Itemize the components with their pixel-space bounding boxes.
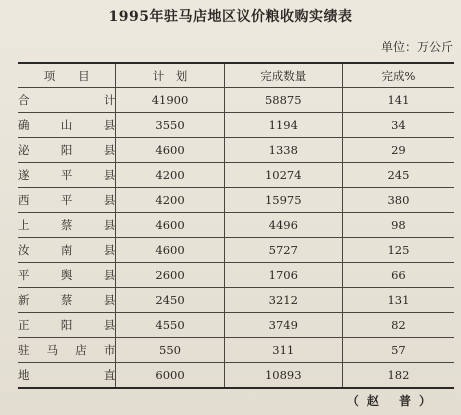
row-completed: 1194	[224, 113, 342, 138]
row-rate: 131	[342, 288, 454, 313]
row-rate: 245	[342, 163, 454, 188]
header-completion-rate: 完成%	[342, 63, 454, 88]
row-rate: 34	[342, 113, 454, 138]
table-header-row	[18, 63, 454, 88]
table-row	[18, 263, 454, 288]
row-plan: 4200	[116, 163, 224, 188]
header-item: 项 目	[18, 63, 116, 88]
table-row	[18, 238, 454, 263]
row-name: 泌阳县	[18, 138, 116, 163]
table-row	[18, 313, 454, 338]
row-name: 合 计	[18, 88, 116, 113]
table-row	[18, 213, 454, 238]
row-completed: 5727	[224, 238, 342, 263]
table-row	[18, 163, 454, 188]
row-rate: 98	[342, 213, 454, 238]
table-row	[18, 288, 454, 313]
row-plan: 4600	[116, 213, 224, 238]
row-plan: 4200	[116, 188, 224, 213]
row-completed: 3212	[224, 288, 342, 313]
table-row-total	[18, 88, 454, 113]
row-completed: 1706	[224, 263, 342, 288]
table-row	[18, 138, 454, 163]
row-name: 汝南县	[18, 238, 116, 263]
unit-label: 单位：万公斤	[380, 40, 453, 54]
row-rate: 29	[342, 138, 454, 163]
row-name: 驻马店市	[18, 338, 116, 363]
row-rate: 66	[342, 263, 454, 288]
row-name: 正阳县	[18, 313, 116, 338]
row-plan: 41900	[116, 88, 224, 113]
table-row	[18, 338, 454, 363]
row-name: 平舆县	[18, 263, 116, 288]
row-completed: 58875	[224, 88, 342, 113]
row-plan: 550	[116, 338, 224, 363]
row-plan: 3550	[116, 113, 224, 138]
row-completed: 15975	[224, 188, 342, 213]
row-plan: 4600	[116, 238, 224, 263]
table-title: 1995年驻马店地区议价粮收购实绩表	[108, 9, 353, 25]
row-name: 确山县	[18, 113, 116, 138]
row-name: 新蔡县	[18, 288, 116, 313]
row-completed: 311	[224, 338, 342, 363]
row-completed: 1338	[224, 138, 342, 163]
row-completed: 10274	[224, 163, 342, 188]
row-name: 地 直	[18, 363, 116, 389]
row-name: 遂平县	[18, 163, 116, 188]
author-credit: （赵 普）	[346, 394, 439, 408]
row-plan: 4600	[116, 138, 224, 163]
row-plan: 6000	[116, 363, 224, 389]
header-plan: 计 划	[116, 63, 224, 88]
table-body	[18, 88, 454, 389]
table-row	[18, 363, 454, 389]
row-plan: 2600	[116, 263, 224, 288]
row-completed: 3749	[224, 313, 342, 338]
row-name: 上蔡县	[18, 213, 116, 238]
row-rate: 141	[342, 88, 454, 113]
table-row	[18, 113, 454, 138]
row-completed: 4496	[224, 213, 342, 238]
row-rate: 182	[342, 363, 454, 389]
row-rate: 57	[342, 338, 454, 363]
row-rate: 380	[342, 188, 454, 213]
table-row	[18, 188, 454, 213]
row-rate: 82	[342, 313, 454, 338]
header-completed-quantity: 完成数量	[224, 63, 342, 88]
row-plan: 4550	[116, 313, 224, 338]
row-rate: 125	[342, 238, 454, 263]
row-name: 西平县	[18, 188, 116, 213]
row-completed: 10893	[224, 363, 342, 389]
grain-purchase-table	[18, 62, 454, 389]
row-plan: 2450	[116, 288, 224, 313]
